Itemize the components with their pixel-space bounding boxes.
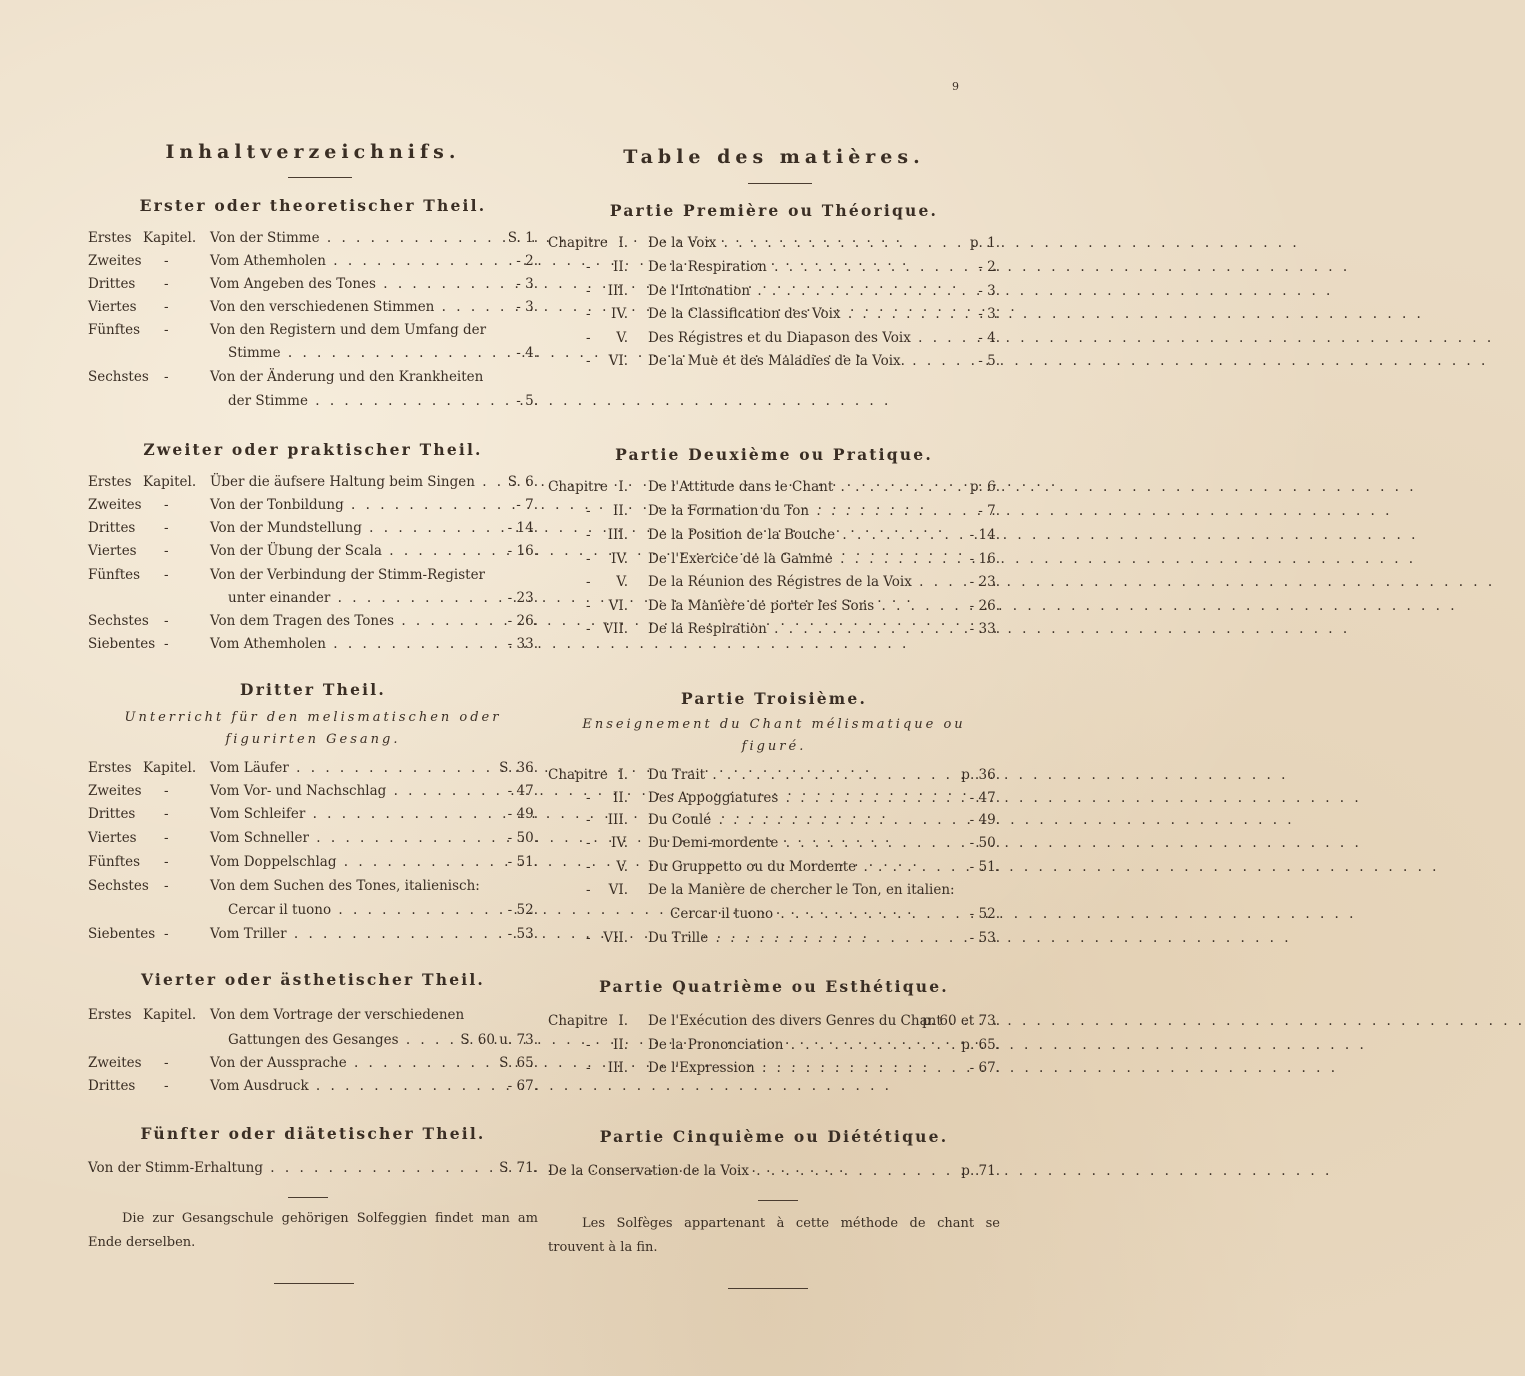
page-reference: - 67. [969,1060,1000,1076]
page-reference: - 47. [507,783,538,799]
chapter-ordinal: Sechstes [88,369,149,385]
chapter-title: Von dem Vortrage der verschiedenen [210,1007,465,1023]
page-reference: - 51. [969,859,1000,875]
page-reference: - 7. [516,497,538,513]
toc-row [88,610,538,632]
ditto-mark: - [586,598,591,614]
chapter-title: Von der Verbindung der Stimm-Register [210,567,486,583]
chapter-numeral: III. [607,812,628,828]
chapter-numeral: II. [613,259,628,275]
chapter-ordinal: Drittes [88,276,136,292]
chapter-ordinal: Drittes [88,520,136,536]
chapter-title: Vom Athemholen . . . [210,633,486,655]
page-reference: - 7. [978,503,1000,519]
chapter-title: Cercar il tuono . . . [670,903,948,925]
ditto-mark: - [164,299,169,315]
toc-row [88,780,538,802]
part-title: Zweiter oder praktischer Theil. [143,440,483,459]
chapter-ordinal: Drittes [88,806,136,822]
chapter-title: Des Appoggiatures . . . [648,787,948,809]
toc-row [548,524,1000,546]
chapter-title: De la Position de la Bouche . . . [648,524,948,546]
page-reference: - 49. [969,812,1000,828]
chapter-ordinal: Viertes [88,543,137,559]
chapter-numeral: III. [607,283,628,299]
page-reference: - 4. [978,330,1000,346]
page-reference: - 14. [969,527,1000,543]
page-reference: - 33. [507,636,538,652]
chapter-ordinal: Fünftes [88,854,141,870]
toc-row [548,879,1000,901]
toc-row [548,764,1000,786]
page-reference: - 3. [978,306,1000,322]
chapter-title: Vom Vor- und Nachschlag . . . [210,780,486,802]
toc-row [88,851,538,873]
toc-row [88,273,538,295]
chapter-numeral: I. [618,767,628,783]
chapter-ordinal: Erstes [88,1007,132,1023]
chapter-title: De la Conservation de la Voix . . . [548,1160,948,1182]
chapter-title: Vom Triller . . . [210,923,486,945]
chapter-ordinal: Erstes [88,474,132,490]
page-reference: - 3. [978,283,1000,299]
chapter-ordinal: Fünftes [88,322,141,338]
ditto-mark: - [586,306,591,322]
chapter-numeral: VII. [603,621,628,637]
chapter-numeral: VI. [608,882,628,898]
chapter-title: der Stimme . . . [228,390,486,412]
chapter-numeral: V. [616,859,628,875]
page-reference: - 16. [507,543,538,559]
toc-row [548,1057,1000,1079]
toc-row [88,1157,538,1179]
chapter-title: Vom Ausdruck . . . [210,1075,486,1097]
page-reference: p. 6. [969,479,1000,495]
ditto-mark: - [164,543,169,559]
toc-row [88,296,538,318]
toc-row [548,1010,1000,1032]
toc-row [548,476,1000,498]
page-reference: - 26. [507,613,538,629]
ditto-mark: - [586,283,591,299]
chapter-ordinal: Zweites [88,497,142,513]
ditto-mark: - [586,527,591,543]
page-reference: - 16. [969,551,1000,567]
chapter-word: Kapitel. [143,474,197,490]
chapter-ordinal: Zweites [88,1055,142,1071]
chapter-numeral: I. [618,479,628,495]
ditto-mark: - [586,835,591,851]
chapter-numeral: II. [613,1037,628,1053]
toc-row [88,319,538,341]
ditto-mark: - [586,621,591,637]
toc-row [548,327,1000,349]
page-reference: - 33. [969,621,1000,637]
chapter-title: De la Manière de porter les Sons . . . [648,595,948,617]
chapter-title: De la Réunion des Régistres de la Voix . . . [648,571,948,593]
chapter-title: De la Mue et des Maladies de la Voix. . . . [648,350,948,372]
ditto-mark: - [164,253,169,269]
ditto-mark: - [586,551,591,567]
page-reference: - 14. [507,520,538,536]
toc-row [88,494,538,516]
ditto-mark: - [586,353,591,369]
chapter-word: Chapitre [548,1013,608,1029]
toc-row [88,540,538,562]
toc-row [548,500,1000,522]
chapter-ordinal: Sechstes [88,878,149,894]
chapter-title: Vom Schneller . . . [210,827,486,849]
chapter-title: De l'Exercice de la Gamme . . . [648,548,948,570]
chapter-word: Chapitre [548,235,608,251]
toc-row [88,899,538,921]
ditto-mark: - [164,926,169,942]
chapter-title: Gattungen des Gesanges . . . [228,1029,448,1051]
page-reference: p. 1. [969,235,1000,251]
page-number: 9 [952,80,959,93]
chapter-title: Des Régistres et du Diapason des Voix . . . [648,327,948,349]
chapter-title: De la Manière de chercher le Ton, en italien: [648,882,955,898]
chapter-title: Du Coulé . . . [648,809,948,831]
ditto-mark: - [164,276,169,292]
toc-row [548,595,1000,617]
page-reference: - 47. [969,790,1000,806]
chapter-title: Über die äufsere Haltung beim Singen . . . [210,471,486,493]
toc-row [88,366,538,388]
toc-row [88,564,538,586]
chapter-title: De la Respiration . . . [648,618,948,640]
toc-row [88,923,538,945]
ditto-mark: - [164,878,169,894]
ditto-mark: - [164,1055,169,1071]
ditto-mark: - [164,783,169,799]
page-reference: - 3. [516,299,538,315]
ditto-mark: - [586,859,591,875]
chapter-numeral: II. [613,790,628,806]
toc-row [88,227,538,249]
solfeggio-note: Die zur Gesangschule gehörigen Solfeggien findet man am Ende derselben. [88,1211,538,1250]
chapter-numeral: IV. [610,551,628,567]
chapter-title: Du Trille . . . [648,927,948,949]
chapter-ordinal: Zweites [88,783,142,799]
chapter-numeral: IV. [610,835,628,851]
page-reference: S. 65. [499,1055,538,1071]
chapter-title: Du Gruppetto ou du Mordente . . . [648,856,948,878]
page-reference: S. 1. [507,230,538,246]
page-reference: S. 71. [499,1160,538,1176]
ditto-mark: - [586,790,591,806]
toc-row [88,757,538,779]
page-reference: - 53. [969,930,1000,946]
toc-row [88,827,538,849]
ditto-mark: - [586,259,591,275]
toc-row [548,350,1000,372]
page-reference: - 3. [516,276,538,292]
chapter-title: De l'Intonation . . . [648,280,948,302]
ditto-mark: - [164,636,169,652]
toc-row [548,1034,1000,1056]
chapter-title: Von den verschiedenen Stimmen . . . [210,296,486,318]
chapter-word: Chapitre [548,767,608,783]
chapter-title: Von den Registern und dem Umfang der [210,322,487,338]
ditto-mark: - [164,806,169,822]
chapter-title: Von dem Suchen des Tones, italienisch: [210,878,480,894]
chapter-ordinal: Fünftes [88,567,141,583]
ditto-mark: - [164,854,169,870]
page-reference: - 49. [507,806,538,822]
chapter-title: De l'Attitude dans le Chant . . . [648,476,948,498]
toc-row [548,927,1000,949]
chapter-title: Stimme . . . [228,342,486,364]
page-reference: - 52. [969,906,1000,922]
toc-row [88,633,538,655]
toc-row [88,1075,538,1097]
toc-row [88,587,538,609]
chapter-title: Du Trait . . . [648,764,948,786]
ditto-mark: - [586,330,591,346]
part-title: Erster oder theoretischer Theil. [139,196,487,215]
chapter-numeral: V. [616,330,628,346]
title-rule [748,183,812,184]
chapter-ordinal: Siebentes [88,636,156,652]
part-title: Partie Quatrième ou Esthétique. [599,977,949,996]
ditto-mark: - [164,322,169,338]
part-title: Partie Cinquième ou Diététique. [599,1127,949,1146]
section-rule [288,1197,328,1198]
page-reference: S. 60 u. 73. [460,1032,538,1048]
page-reference: - 52. [507,902,538,918]
toc-row [88,1029,538,1051]
chapter-ordinal: Siebentes [88,926,156,942]
chapter-title: De l'Expression . . . [648,1057,948,1079]
toc-row [548,280,1000,302]
chapter-word: Kapitel. [143,1007,197,1023]
chapter-title: unter einander . . . [228,587,486,609]
french-main-title: Table des matières. [623,146,925,168]
chapter-title: Vom Doppelschlag . . . [210,851,486,873]
part-subtitle: Unterricht für den melismatischen oder figurirten Gesang. [124,710,502,747]
page-reference: p. 71. [961,1163,1000,1179]
chapter-title: Von der Mundstellung . . . [210,517,486,539]
toc-row [548,903,1000,925]
chapter-word: Kapitel. [143,230,197,246]
ditto-mark: - [164,497,169,513]
chapter-numeral: V. [616,574,628,590]
ditto-mark: - [586,574,591,590]
page-reference: p. 60 et 73. [922,1013,1000,1029]
toc-row [88,875,538,897]
part-subtitle: Enseignement du Chant mélismatique ou figuré. [582,717,966,754]
page-reference: - 26. [969,598,1000,614]
chapter-title: De la Respiration . . . [648,256,948,278]
ditto-mark: - [164,1078,169,1094]
chapter-ordinal: Viertes [88,299,137,315]
page-reference: p. 65. [961,1037,1000,1053]
page-reference: - 51. [507,854,538,870]
chapter-title: De la Formation du Ton . . . [648,500,948,522]
ditto-mark: - [164,567,169,583]
chapter-numeral: IV. [610,306,628,322]
toc-row [88,803,538,825]
chapter-title: Vom Athemholen . . . [210,250,486,272]
chapter-ordinal: Erstes [88,230,132,246]
chapter-ordinal: Erstes [88,760,132,776]
ditto-mark: - [586,1037,591,1053]
page-reference: - 4. [516,345,538,361]
part-title: Vierter oder ästhetischer Theil. [140,970,486,989]
toc-row [88,517,538,539]
page-reference: - 67. [507,1078,538,1094]
chapter-title: Vom Läufer . . . [210,757,486,779]
page-reference: - 2. [516,253,538,269]
ditto-mark: - [586,503,591,519]
chapter-word: Kapitel. [143,760,197,776]
toc-row [88,342,538,364]
chapter-ordinal: Viertes [88,830,137,846]
page-reference: - 50. [969,835,1000,851]
ditto-mark: - [164,830,169,846]
chapter-title: Vom Schleifer . . . [210,803,486,825]
chapter-ordinal: Sechstes [88,613,149,629]
chapter-title: Cercar il tuono . . . [228,899,486,921]
chapter-numeral: III. [607,1060,628,1076]
page-reference: p. 36. [961,767,1000,783]
page-reference: - 23. [507,590,538,606]
part-title: Partie Première ou Théorique. [609,201,939,220]
solfeggio-note: Les Solfèges appartenant à cette méthode de chant se trouvent à la fin. [548,1216,1000,1255]
chapter-numeral: II. [613,503,628,519]
chapter-title: Vom Angeben des Tones . . . [210,273,486,295]
ditto-mark: - [586,812,591,828]
chapter-title: Von der Stimm-Erhaltung . . . [88,1157,486,1179]
chapter-title: Von der Tonbildung . . . [210,494,486,516]
part-title: Fünfter oder diätetischer Theil. [140,1124,486,1143]
chapter-title: De la Classification des Voix . . . [648,303,948,325]
title-rule [288,177,352,178]
toc-row [548,256,1000,278]
ditto-mark: - [586,1060,591,1076]
toc-row [548,548,1000,570]
page-reference: - 50. [507,830,538,846]
chapter-word: Chapitre [548,479,608,495]
toc-row [548,1160,1000,1182]
chapter-numeral: VII. [603,930,628,946]
chapter-title: De la Prononciation . . . [648,1034,948,1056]
toc-row [548,303,1000,325]
chapter-numeral: VI. [608,353,628,369]
ditto-mark: - [586,882,591,898]
end-rule [274,1283,354,1284]
toc-row [88,390,538,412]
page-reference: - 53. [507,926,538,942]
end-rule [728,1288,808,1289]
toc-row [88,250,538,272]
page-reference: S. 6. [507,474,538,490]
section-rule [758,1200,798,1201]
toc-row [548,571,1000,593]
page-reference: - 5. [516,393,538,409]
chapter-numeral: III. [607,527,628,543]
german-main-title: Inhaltverzeichnifs. [165,141,461,163]
toc-row [88,1004,538,1026]
toc-row [548,832,1000,854]
chapter-ordinal: Drittes [88,1078,136,1094]
chapter-title: Von der Aussprache . . . [210,1052,486,1074]
page-reference: - 2. [978,259,1000,275]
chapter-title: Von der Übung der Scala . . . [210,540,486,562]
ditto-mark: - [586,930,591,946]
chapter-title: Von der Stimme . . . [210,227,486,249]
part-title: Partie Troisième. [680,689,868,708]
ditto-mark: - [164,520,169,536]
chapter-title: Von der Änderung und den Krankheiten [210,369,484,385]
chapter-numeral: VI. [608,598,628,614]
chapter-title: Von dem Tragen des Tones . . . [210,610,486,632]
toc-row [548,809,1000,831]
toc-row [548,856,1000,878]
page-reference: - 5. [978,353,1000,369]
chapter-numeral: I. [618,235,628,251]
part-title: Dritter Theil. [240,680,386,699]
toc-row [88,471,538,493]
toc-row [548,787,1000,809]
chapter-title: De la Voix . . . [648,232,948,254]
part-title: Partie Deuxième ou Pratique. [615,445,933,464]
chapter-ordinal: Zweites [88,253,142,269]
page-reference: S. 36. [499,760,538,776]
page-reference: - 23. [969,574,1000,590]
ditto-mark: - [164,369,169,385]
chapter-title: De l'Exécution des divers Genres du Chant . . . [648,1010,910,1032]
ditto-mark: - [164,613,169,629]
chapter-title: Du Demi-mordente . . . [648,832,948,854]
chapter-numeral: I. [618,1013,628,1029]
toc-row [88,1052,538,1074]
toc-row [548,618,1000,640]
toc-row [548,232,1000,254]
